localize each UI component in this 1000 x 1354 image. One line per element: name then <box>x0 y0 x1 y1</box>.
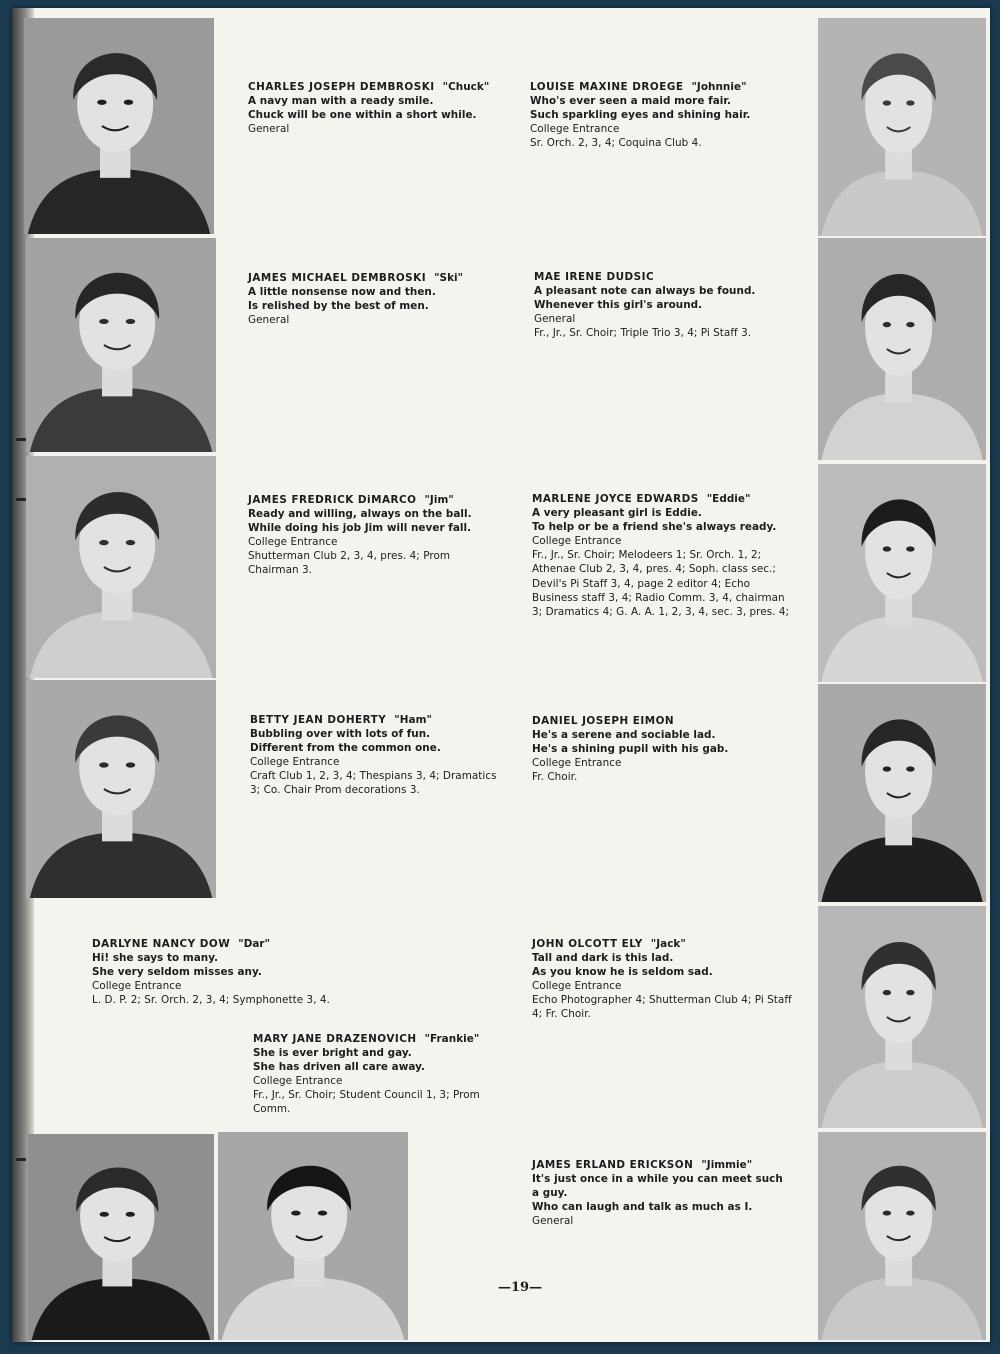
eye-shape <box>124 100 134 105</box>
eye-shape <box>883 546 891 551</box>
course-of-study: General <box>534 313 576 326</box>
photo-marlene-edwards <box>818 464 986 682</box>
portrait-silhouette <box>24 18 214 234</box>
photo-mae-dudsic <box>818 238 986 460</box>
photo-daniel-eimon <box>818 684 986 902</box>
verse-line: Tall and dark is this lad. <box>532 952 674 965</box>
binding-stitch <box>16 1158 26 1161</box>
verse-line: A very pleasant girl is Eddie. <box>532 507 702 520</box>
portrait-silhouette <box>26 238 216 452</box>
activities-list: Fr., Jr., Sr. Choir; Student Council 1, 3; Prom Comm. <box>253 1089 480 1116</box>
student-name: BETTY JEAN DOHERTY <box>250 714 387 726</box>
eye-shape <box>906 322 914 327</box>
portrait-silhouette <box>818 684 986 902</box>
verse-line: It's just once in a while you can meet such a guy. <box>532 1173 783 1200</box>
student-nickname: "Ham" <box>394 714 432 726</box>
activities-list: Sr. Orch. 2, 3, 4; Coquina Club 4. <box>530 137 702 150</box>
course-of-study: General <box>248 314 290 327</box>
portrait-silhouette <box>818 1132 986 1340</box>
entry-darlyne-dow <box>92 937 354 1007</box>
student-name: JAMES MICHAEL DEMBROSKI <box>248 272 427 284</box>
page-number: —19— <box>498 1280 543 1295</box>
student-name: DARLYNE NANCY DOW <box>92 938 231 950</box>
course-of-study: College Entrance <box>532 980 622 993</box>
course-of-study: College Entrance <box>250 756 340 769</box>
eye-shape <box>883 990 891 995</box>
entry-betty-doherty <box>250 713 506 798</box>
student-nickname: "Jack" <box>650 938 686 950</box>
verse-line: Whenever this girl's around. <box>534 299 703 312</box>
course-of-study: College Entrance <box>532 535 622 548</box>
entry-james-dimarco <box>248 493 504 578</box>
verse-line: Chuck will be one within a short while. <box>248 109 477 122</box>
verse-line: She has driven all care away. <box>253 1061 425 1074</box>
eye-shape <box>291 1211 301 1216</box>
verse-line: To help or be a friend she's always ready. <box>532 521 777 534</box>
student-name: CHARLES JOSEPH DEMBROSKI <box>248 81 435 93</box>
binding-stitch <box>16 498 26 501</box>
photo-charles-dembroski <box>24 18 214 234</box>
student-nickname: "Frankie" <box>424 1033 480 1045</box>
activities-list: Echo Photographer 4; Shutterman Club 4; Pi Staff 4; Fr. Choir. <box>532 994 792 1021</box>
eye-shape <box>906 766 914 771</box>
verse-line: Hi! she says to many. <box>92 952 219 965</box>
student-name: JOHN OLCOTT ELY <box>532 938 643 950</box>
photo-james-erickson <box>818 1132 986 1340</box>
student-nickname: "Ski" <box>434 272 464 284</box>
student-nickname: "Jimmie" <box>701 1159 753 1171</box>
student-nickname: "Johnnie" <box>691 81 747 93</box>
eye-shape <box>100 1212 109 1217</box>
photo-john-ely <box>818 906 986 1128</box>
portrait-silhouette <box>218 1132 408 1340</box>
student-name: JAMES ERLAND ERICKSON <box>532 1159 694 1171</box>
student-name: MARY JANE DRAZENOVICH <box>253 1033 417 1045</box>
entry-charles-dembroski <box>248 80 508 136</box>
verse-line: Who's ever seen a maid more fair. <box>530 95 732 108</box>
verse-line: While doing his job Jim will never fall. <box>248 522 472 535</box>
entry-louise-droege <box>530 80 792 150</box>
eye-shape <box>906 990 914 995</box>
entry-james-dembroski <box>248 271 508 327</box>
portrait-silhouette <box>26 680 216 898</box>
student-name: DANIEL JOSEPH EIMON <box>532 715 675 727</box>
eye-shape <box>883 322 891 327</box>
course-of-study: College Entrance <box>248 536 338 549</box>
student-nickname: "Dar" <box>238 938 271 950</box>
photo-james-dembroski <box>26 238 216 452</box>
course-of-study: College Entrance <box>532 757 622 770</box>
entry-daniel-eimon <box>532 714 788 784</box>
course-of-study: College Entrance <box>253 1075 343 1088</box>
entry-mary-drazenovich <box>253 1032 509 1117</box>
portrait-silhouette <box>28 1134 214 1340</box>
activities-list: Fr., Jr., Sr. Choir; Triple Trio 3, 4; Pi Staff 3. <box>534 327 752 340</box>
eye-shape <box>883 100 891 105</box>
eye-shape <box>126 1212 135 1217</box>
verse-line: Who can laugh and talk as much as I. <box>532 1201 753 1214</box>
student-nickname: "Eddie" <box>706 493 751 505</box>
portrait-silhouette <box>26 456 216 678</box>
activities-list: L. D. P. 2; Sr. Orch. 2, 3, 4; Symphonette 3, 4. <box>92 994 330 1007</box>
verse-line: Such sparkling eyes and shining hair. <box>530 109 751 122</box>
eye-shape <box>883 766 891 771</box>
verse-line: A pleasant note can always be found. <box>534 285 756 298</box>
activities-list: Craft Club 1, 2, 3, 4; Thespians 3, 4; Dramatics 3; Co. Chair Prom decorations 3. <box>250 770 497 797</box>
photo-betty-doherty <box>26 680 216 898</box>
yearbook-page <box>12 8 990 1342</box>
activities-list: Fr. Choir. <box>532 771 578 784</box>
eye-shape <box>99 762 109 767</box>
photo-james-dimarco <box>26 456 216 678</box>
eye-shape <box>906 546 914 551</box>
student-name: MARLENE JOYCE EDWARDS <box>532 493 699 505</box>
student-name: MAE IRENE DUDSIC <box>534 271 655 283</box>
photo-darlyne-dow <box>28 1134 214 1340</box>
verse-line: Bubbling over with lots of fun. <box>250 728 431 741</box>
verse-line: Ready and willing, always on the ball. <box>248 508 472 521</box>
eye-shape <box>99 319 109 324</box>
course-of-study: College Entrance <box>530 123 620 136</box>
eye-shape <box>126 540 136 545</box>
portrait-silhouette <box>818 464 986 682</box>
verse-line: A little nonsense now and then. <box>248 286 436 299</box>
student-nickname: "Jim" <box>424 494 454 506</box>
eye-shape <box>126 319 136 324</box>
student-nickname: "Chuck" <box>442 81 490 93</box>
eye-shape <box>906 1211 914 1216</box>
entry-james-erickson <box>532 1158 792 1228</box>
eye-shape <box>883 1211 891 1216</box>
activities-list: Fr., Jr., Sr. Choir; Melodeers 1; Sr. Orch. 1, 2; Athenae Club 2, 3, 4, pres. 4; Soph. class sec.; Devil's Pi Staff 3, 4, page 2 editor 4; Echo Business staff 3, 4; Radio Comm. 3, 4, chairman 3; Dramatics 4; G. A. A. 1, 2, 3, 4, sec. 3, pres. 4; <box>532 549 790 618</box>
entry-marlene-edwards <box>532 492 792 619</box>
verse-line: A navy man with a ready smile. <box>248 95 434 108</box>
entry-mae-dudsic <box>534 270 790 340</box>
portrait-silhouette <box>818 906 986 1128</box>
eye-shape <box>126 762 136 767</box>
eye-shape <box>906 100 914 105</box>
eye-shape <box>97 100 107 105</box>
photo-mary-drazenovich <box>218 1132 408 1340</box>
verse-line: Different from the common one. <box>250 742 441 755</box>
course-of-study: General <box>248 123 290 136</box>
portrait-silhouette <box>818 18 986 236</box>
entry-john-ely <box>532 937 794 1022</box>
verse-line: She is ever bright and gay. <box>253 1047 412 1060</box>
portrait-silhouette <box>818 238 986 460</box>
student-name: JAMES FREDRICK DiMARCO <box>248 494 417 506</box>
course-of-study: General <box>532 1215 574 1228</box>
eye-shape <box>318 1211 328 1216</box>
verse-line: As you know he is seldom sad. <box>532 966 713 979</box>
course-of-study: College Entrance <box>92 980 182 993</box>
eye-shape <box>99 540 109 545</box>
verse-line: She very seldom misses any. <box>92 966 262 979</box>
student-name: LOUISE MAXINE DROEGE <box>530 81 684 93</box>
verse-line: He's a shining pupil with his gab. <box>532 743 729 756</box>
verse-line: He's a serene and sociable lad. <box>532 729 716 742</box>
verse-line: Is relished by the best of men. <box>248 300 429 313</box>
binding-stitch <box>16 438 26 441</box>
activities-list: Shutterman Club 2, 3, 4, pres. 4; Prom Chairman 3. <box>248 550 451 577</box>
photo-louise-droege <box>818 18 986 236</box>
